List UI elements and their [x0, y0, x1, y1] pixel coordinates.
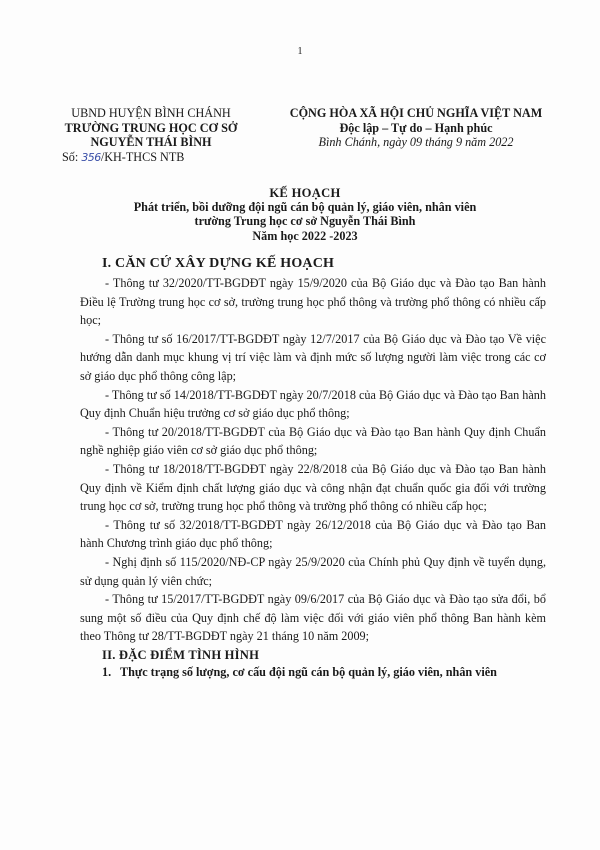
school-name: NGUYỄN THÁI BÌNH: [90, 135, 212, 149]
school-type: TRƯỜNG TRUNG HỌC CƠ SỞ: [64, 120, 238, 135]
subsection-number: 1.: [102, 664, 112, 679]
paragraph: - Thông tư 32/2020/TT-BGDĐT ngày 15/9/2020 của Bộ Giáo dục và Đào tạo Ban hành Điều lệ Trường trung học cơ sở, trường trung học phổ thông và trường phổ thông có nhiều cấp học;: [80, 276, 546, 328]
subsection-heading-1: [102, 664, 546, 681]
national-motto-block: [268, 106, 564, 150]
paragraph: - Thông tư số 32/2018/TT-BGDĐT ngày 26/12/2018 của Bộ Giáo dục và Đào tạo Ban hành Chương trình giáo dục phổ thông;: [80, 517, 546, 551]
place-and-date: Bình Chánh, ngày 09 tháng 9 năm 2022: [318, 135, 514, 149]
country-name: CỘNG HÒA XÃ HỘI CHỦ NGHĨA VIỆT NAM: [289, 106, 543, 120]
document-subtitle-line-1: Phát triển, bồi dưỡng đội ngũ cán bộ quản lý, giáo viên, nhân viên: [133, 200, 477, 215]
school-year: Năm học 2022 -2023: [252, 228, 358, 243]
paragraph: - Nghị định số 115/2020/NĐ-CP ngày 25/9/2020 của Chính phủ Quy định về tuyển dụng, sử dụng quản lý viên chức;: [80, 554, 546, 588]
document-title-block: [70, 186, 540, 243]
subsection-title: Thực trạng số lượng, cơ cấu đội ngũ cán bộ quản lý, giáo viên, nhân viên: [120, 664, 497, 679]
document-body: [80, 254, 546, 681]
document-number-prefix: Số:: [62, 149, 82, 164]
national-motto: Độc lập – Tự do – Hạnh phúc: [339, 120, 493, 135]
document-subtitle-line-2: trường Trung học cơ sở Nguyễn Thái Bình: [194, 214, 416, 229]
district-name: UBND HUYỆN BÌNH CHÁNH: [71, 106, 231, 120]
document-number-handwritten: 356: [81, 150, 101, 164]
paragraph: - Thông tư 20/2018/TT-BGDĐT của Bộ Giáo dục và Đào tạo Ban hành Quy định Chuẩn nghề nghiệp giáo viên cơ sở giáo dục phổ thông;: [80, 424, 546, 458]
document-number: [62, 150, 262, 166]
document-number-suffix: /KH-THCS NTB: [100, 149, 185, 164]
paragraph: - Thông tư 18/2018/TT-BGDĐT ngày 22/8/2018 của Bộ Giáo dục và Đào tạo Ban hành Quy định về Kiểm định chất lượng giáo dục và công nhận đạt chuẩn quốc gia đối với trường trung học cơ sở, trường trung học phổ thông và trường phổ thông có nhiều cấp học;: [80, 461, 546, 514]
page-number: 1: [297, 46, 303, 57]
issuing-authority-block: [62, 106, 262, 165]
document-title: KẾ HOẠCH: [269, 186, 341, 200]
paragraph: - Thông tư 15/2017/TT-BGDĐT ngày 09/6/2017 của Bộ Giáo dục và Đào tạo sửa đổi, bổ sung một số điều của Quy định chế độ làm việc đối với giáo viên phổ thông Ban hành kèm theo Thông tư 28/TT-BGDĐT ngày 21 tháng 10 năm 2009;: [80, 592, 546, 644]
section-heading-1: I. CĂN CỨ XÂY DỰNG KẾ HOẠCH: [102, 256, 335, 271]
section-heading-2: II. ĐẶC ĐIỂM TÌNH HÌNH: [102, 647, 260, 662]
paragraph: - Thông tư số 16/2017/TT-BGDĐT ngày 12/7/2017 của Bộ Giáo dục và Đào tạo Về việc hướng dẫn danh mục khung vị trí việc làm và định mức số lượng người làm việc trong các cơ sở giáo dục phổ thông công lập;: [80, 331, 546, 383]
paragraph: - Thông tư số 14/2018/TT-BGDĐT ngày 20/7/2018 của Bộ Giáo dục và Đào tạo Ban hành Quy định Chuẩn hiệu trưởng cơ sở giáo dục phổ thông;: [80, 387, 546, 421]
